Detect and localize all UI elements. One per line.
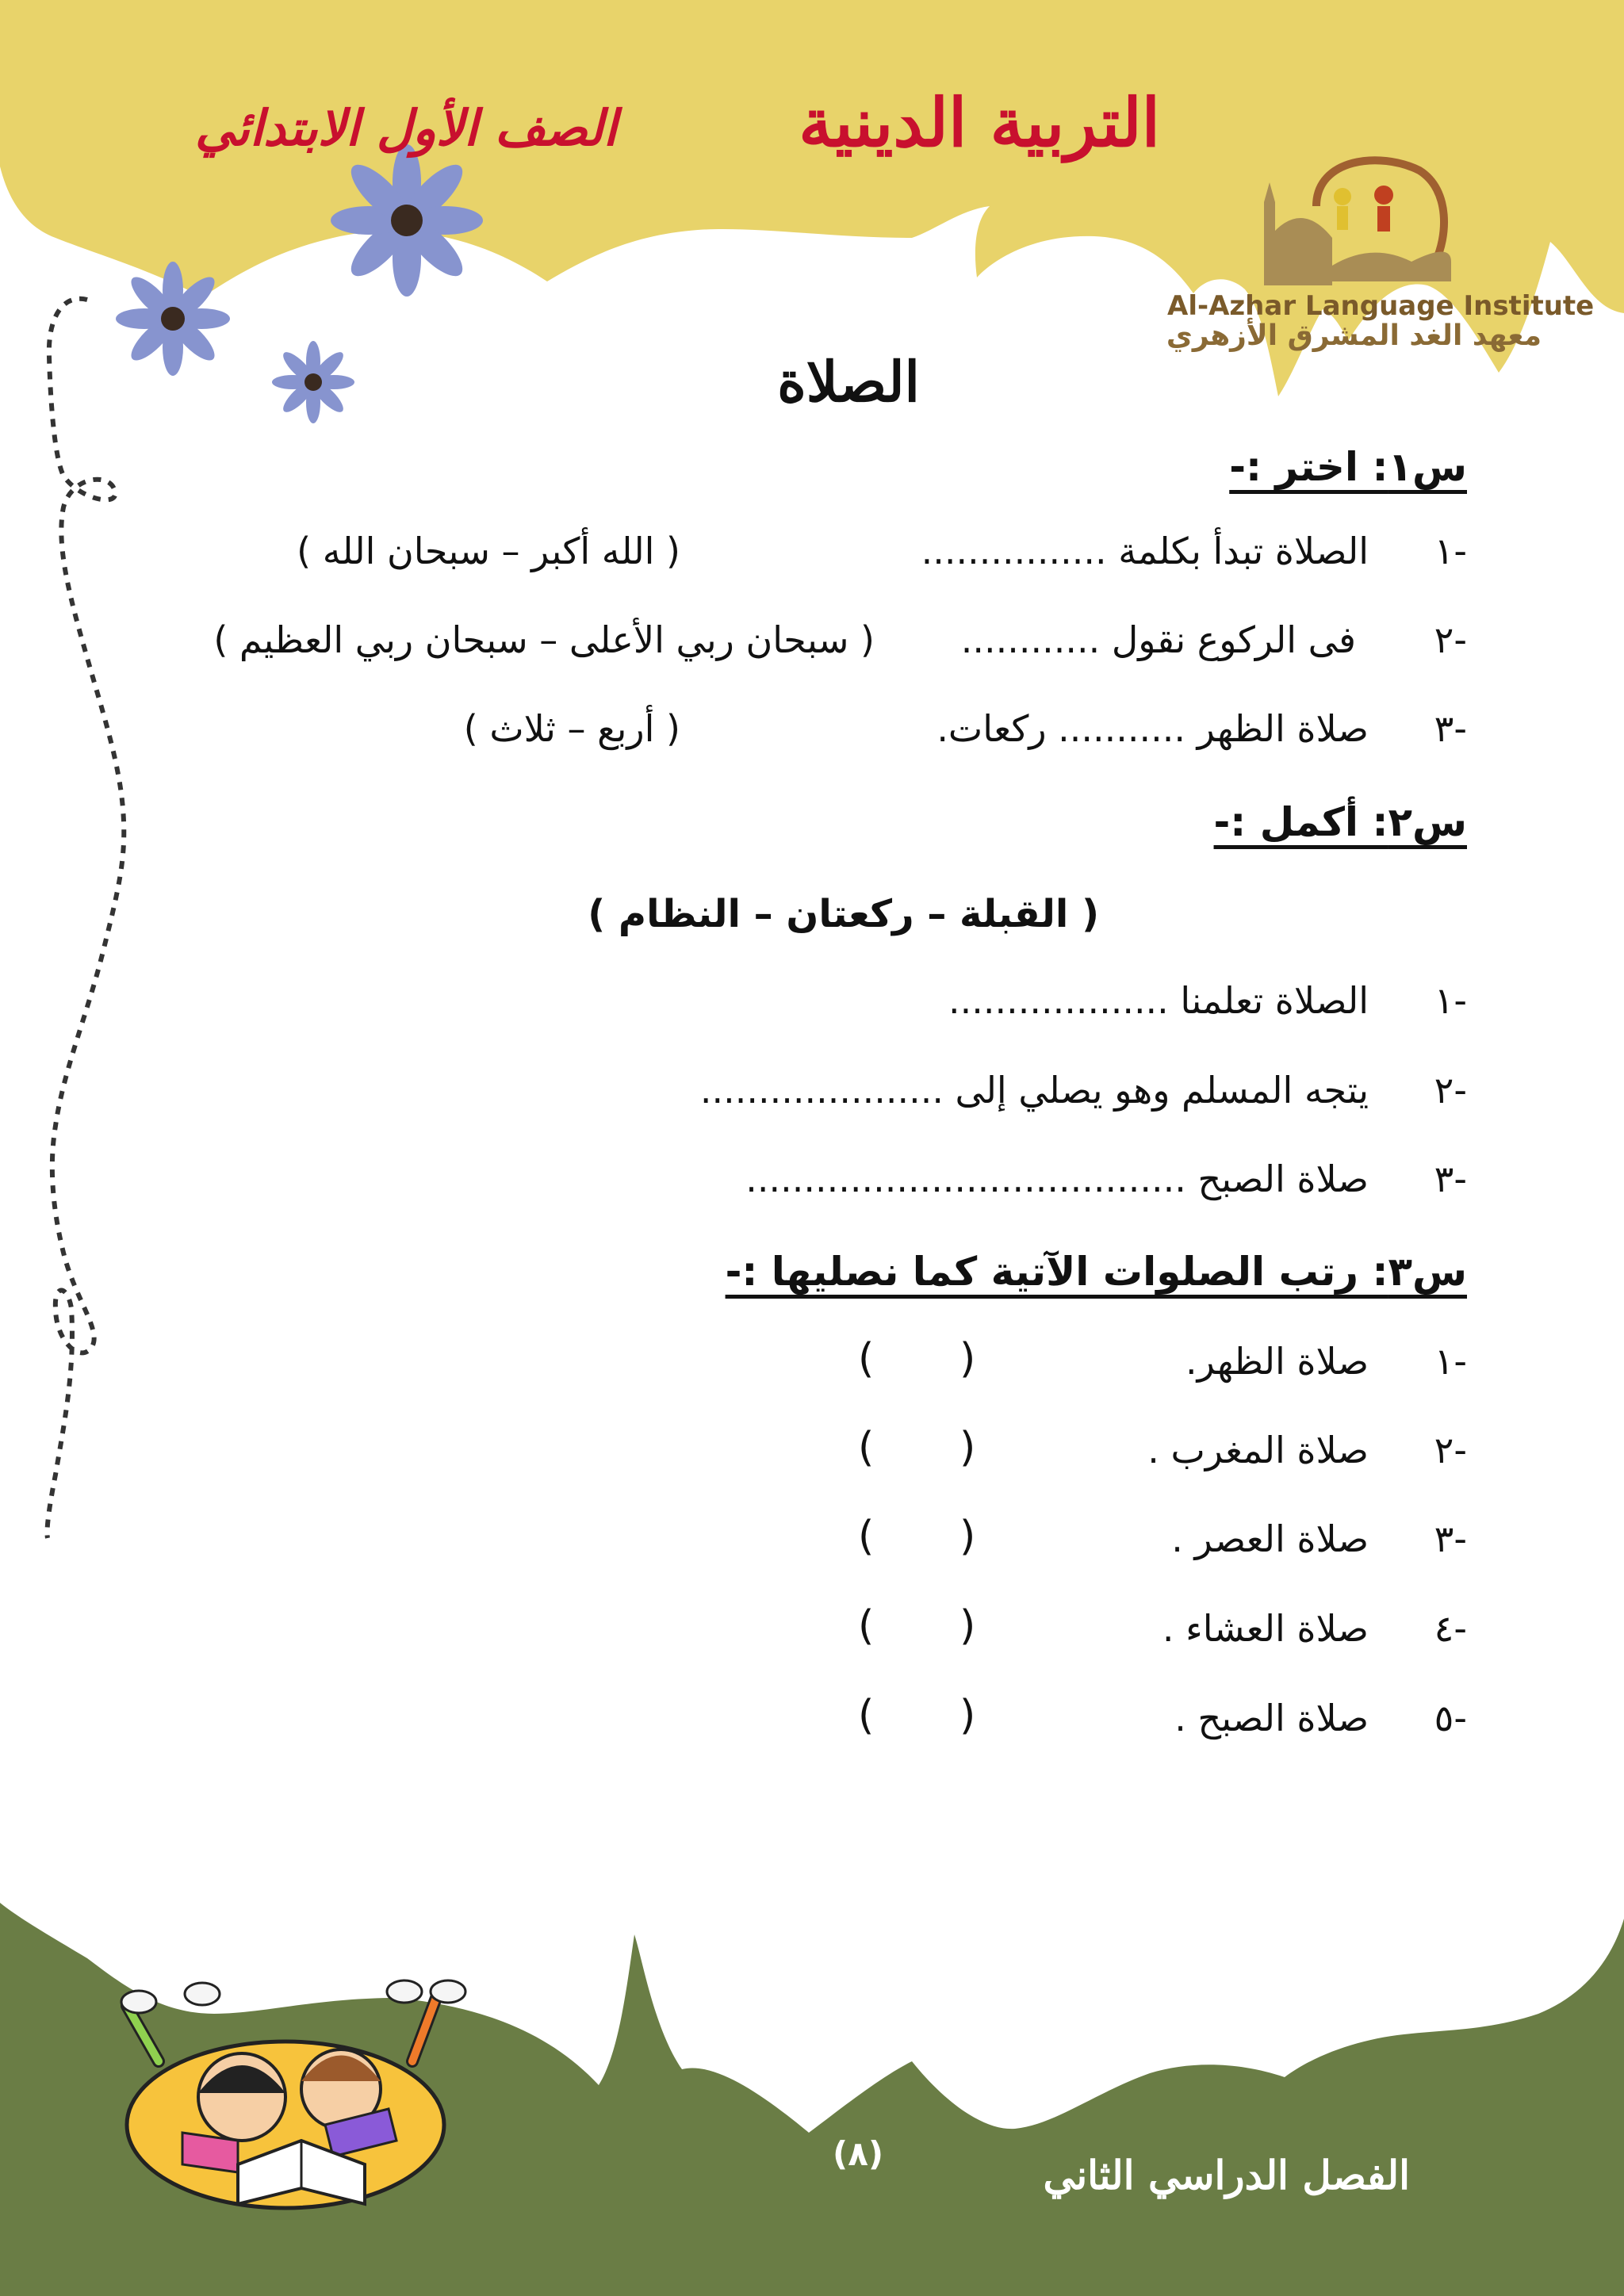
subject-title: التربية الدينية	[799, 83, 1160, 162]
q3-item-5-open-paren: )	[959, 1692, 976, 1739]
q3-item-1-open-paren: )	[959, 1335, 976, 1383]
q2-item-1-text: الصلاة تعلمنا ...................	[948, 979, 1369, 1022]
dotted-swirl	[47, 299, 124, 1538]
q3-item-3-open-paren: )	[959, 1513, 976, 1560]
q1-item-3-number: ٣-	[1434, 707, 1467, 750]
q3-item-1-answer-box[interactable]: (	[858, 1335, 875, 1383]
q3-item-4-open-paren: )	[959, 1602, 976, 1650]
q1-item-2-number: ٢-	[1434, 618, 1467, 661]
q3-item-2-text: صلاة المغرب .	[1147, 1429, 1369, 1471]
q2-item-3-number: ٣-	[1434, 1158, 1467, 1200]
lesson-title: الصلاة	[777, 349, 920, 415]
q1-item-1-number: ١-	[1434, 530, 1467, 572]
q3-item-4-text: صلاة العشاء .	[1162, 1607, 1369, 1650]
q3-title: س٣: رتب الصلوات الآتية كما نصليها :-	[725, 1249, 1467, 1295]
q3-item-3-text: صلاة العصر .	[1171, 1517, 1369, 1560]
q2-word-bank: ( القبلة – ركعتان – النظام )	[588, 892, 1099, 936]
flower-small	[272, 341, 354, 423]
q2-item-2-text: يتجه المسلم وهو يصلي إلى .....................	[699, 1069, 1369, 1112]
q1-item-2-text: فى الركوع نقول ............	[960, 618, 1356, 661]
q2-item-3-text: صلاة الصبح ......................................	[745, 1158, 1369, 1200]
q3-item-4-number: ٤-	[1434, 1607, 1467, 1650]
page-number: (٨)	[833, 2134, 884, 2173]
term-label: الفصل الدراسي الثاني	[1043, 2152, 1410, 2198]
q1-item-3-text: صلاة الظهر ........... ركعات.	[936, 707, 1369, 750]
institute-name-ar: معهد الغد المشرق الأزهري	[1166, 320, 1542, 352]
q3-item-2-answer-box[interactable]: (	[858, 1424, 875, 1471]
q1-item-1-text: الصلاة تبدأ بكلمة ................	[921, 530, 1369, 572]
grade-title: الصف الأول الابتدائي	[194, 99, 617, 157]
q3-item-4-answer-box[interactable]: (	[858, 1602, 875, 1650]
q1-item-2-choices: ( سبحان ربي الأعلى – سبحان ربي العظيم )	[213, 618, 875, 661]
q3-item-1-number: ١-	[1434, 1340, 1467, 1383]
q3-item-2-number: ٢-	[1434, 1429, 1467, 1471]
flower-large	[331, 144, 483, 297]
flower-medium	[116, 262, 230, 376]
q2-title: س٢: أكمل :-	[1213, 799, 1467, 845]
q1-item-3-choices: ( أربع – ثلاث )	[463, 707, 680, 750]
q3-item-5-answer-box[interactable]: (	[858, 1692, 875, 1739]
institute-name-en: Al-Azhar Language Institute	[1167, 290, 1595, 322]
q1-title: س١: اختر :-	[1229, 444, 1467, 490]
q3-item-2-open-paren: )	[959, 1424, 976, 1471]
q2-item-2-number: ٢-	[1434, 1069, 1467, 1112]
q3-item-3-answer-box[interactable]: (	[858, 1513, 875, 1560]
q3-item-5-number: ٥-	[1434, 1697, 1467, 1739]
q3-item-5-text: صلاة الصبح .	[1174, 1697, 1369, 1739]
q3-item-3-number: ٣-	[1434, 1517, 1467, 1560]
q3-item-1-text: صلاة الظهر.	[1185, 1340, 1369, 1383]
q2-item-1-number: ١-	[1434, 979, 1467, 1022]
q1-item-1-choices: ( الله أكبر – سبحان الله )	[297, 530, 680, 572]
